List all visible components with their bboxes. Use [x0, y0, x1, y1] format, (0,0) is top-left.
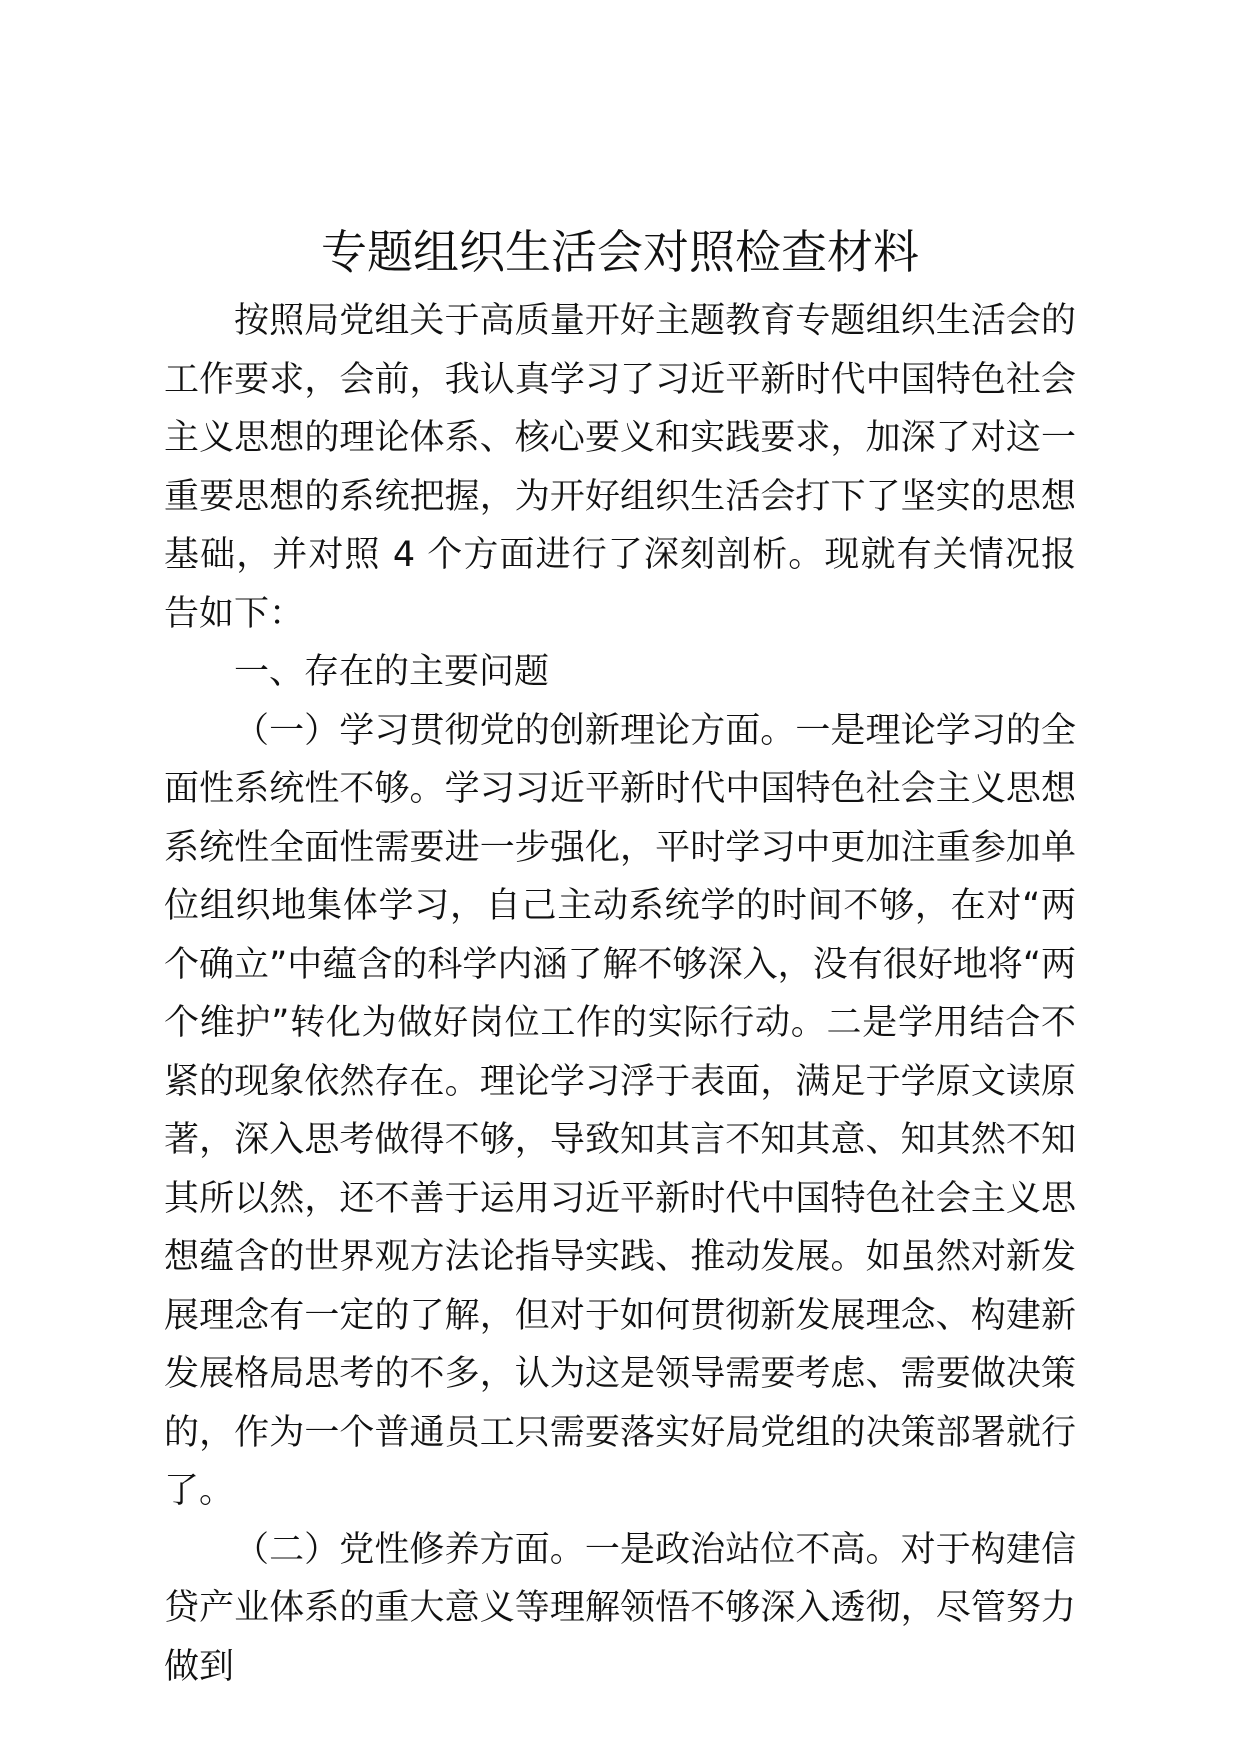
- subsection-paragraph-1: （一）学习贯彻党的创新理论方面。一是理论学习的全面性系统性不够。学习习近平新时代中国特色社会主义思想系统性全面性需要进一步强化，平时学习中更加注重参加单位组织地集体学习，自己主动系统学的时间不够，在对“两个确立”中蕴含的科学内涵了解不够深入，没有很好地将“两个维护”转化为做好岗位工作的实际行动。二是学用结合不紧的现象依然存在。理论学习浮于表面，满足于学原文读原著，深入思考做得不够，导致知其言不知其意、知其然不知其所以然，还不善于运用习近平新时代中国特色社会主义思想蕴含的世界观方法论指导实践、推动发展。如虽然对新发展理念有一定的了解，但对于如何贯彻新发展理念、构建新发展格局思考的不多，认为这是领导需要考虑、需要做决策的，作为一个普通员工只需要落实好局党组的决策部署就行了。: [164, 710, 1076, 1511]
- section-heading: 一、存在的主要问题: [234, 652, 550, 692]
- subsection-paragraph-2: （二）党性修养方面。一是政治站位不高。对于构建信贷产业体系的重大意义等理解领悟不够深入透彻，尽管努力做到: [164, 1529, 1076, 1687]
- document-body: [164, 292, 1076, 1696]
- document-title: 专题组织生活会对照检查材料: [321, 225, 919, 279]
- intro-paragraph: 按照局党组关于高质量开好主题教育专题组织生活会的工作要求，会前，我认真学习了习近平新时代中国特色社会主义思想的理论体系、核心要义和实践要求，加深了对这一重要思想的系统把握，为开好组织生活会打下了坚实的思想基础，并对照 4 个方面进行了深刻剖析。现就有关情况报告如下：: [164, 301, 1076, 634]
